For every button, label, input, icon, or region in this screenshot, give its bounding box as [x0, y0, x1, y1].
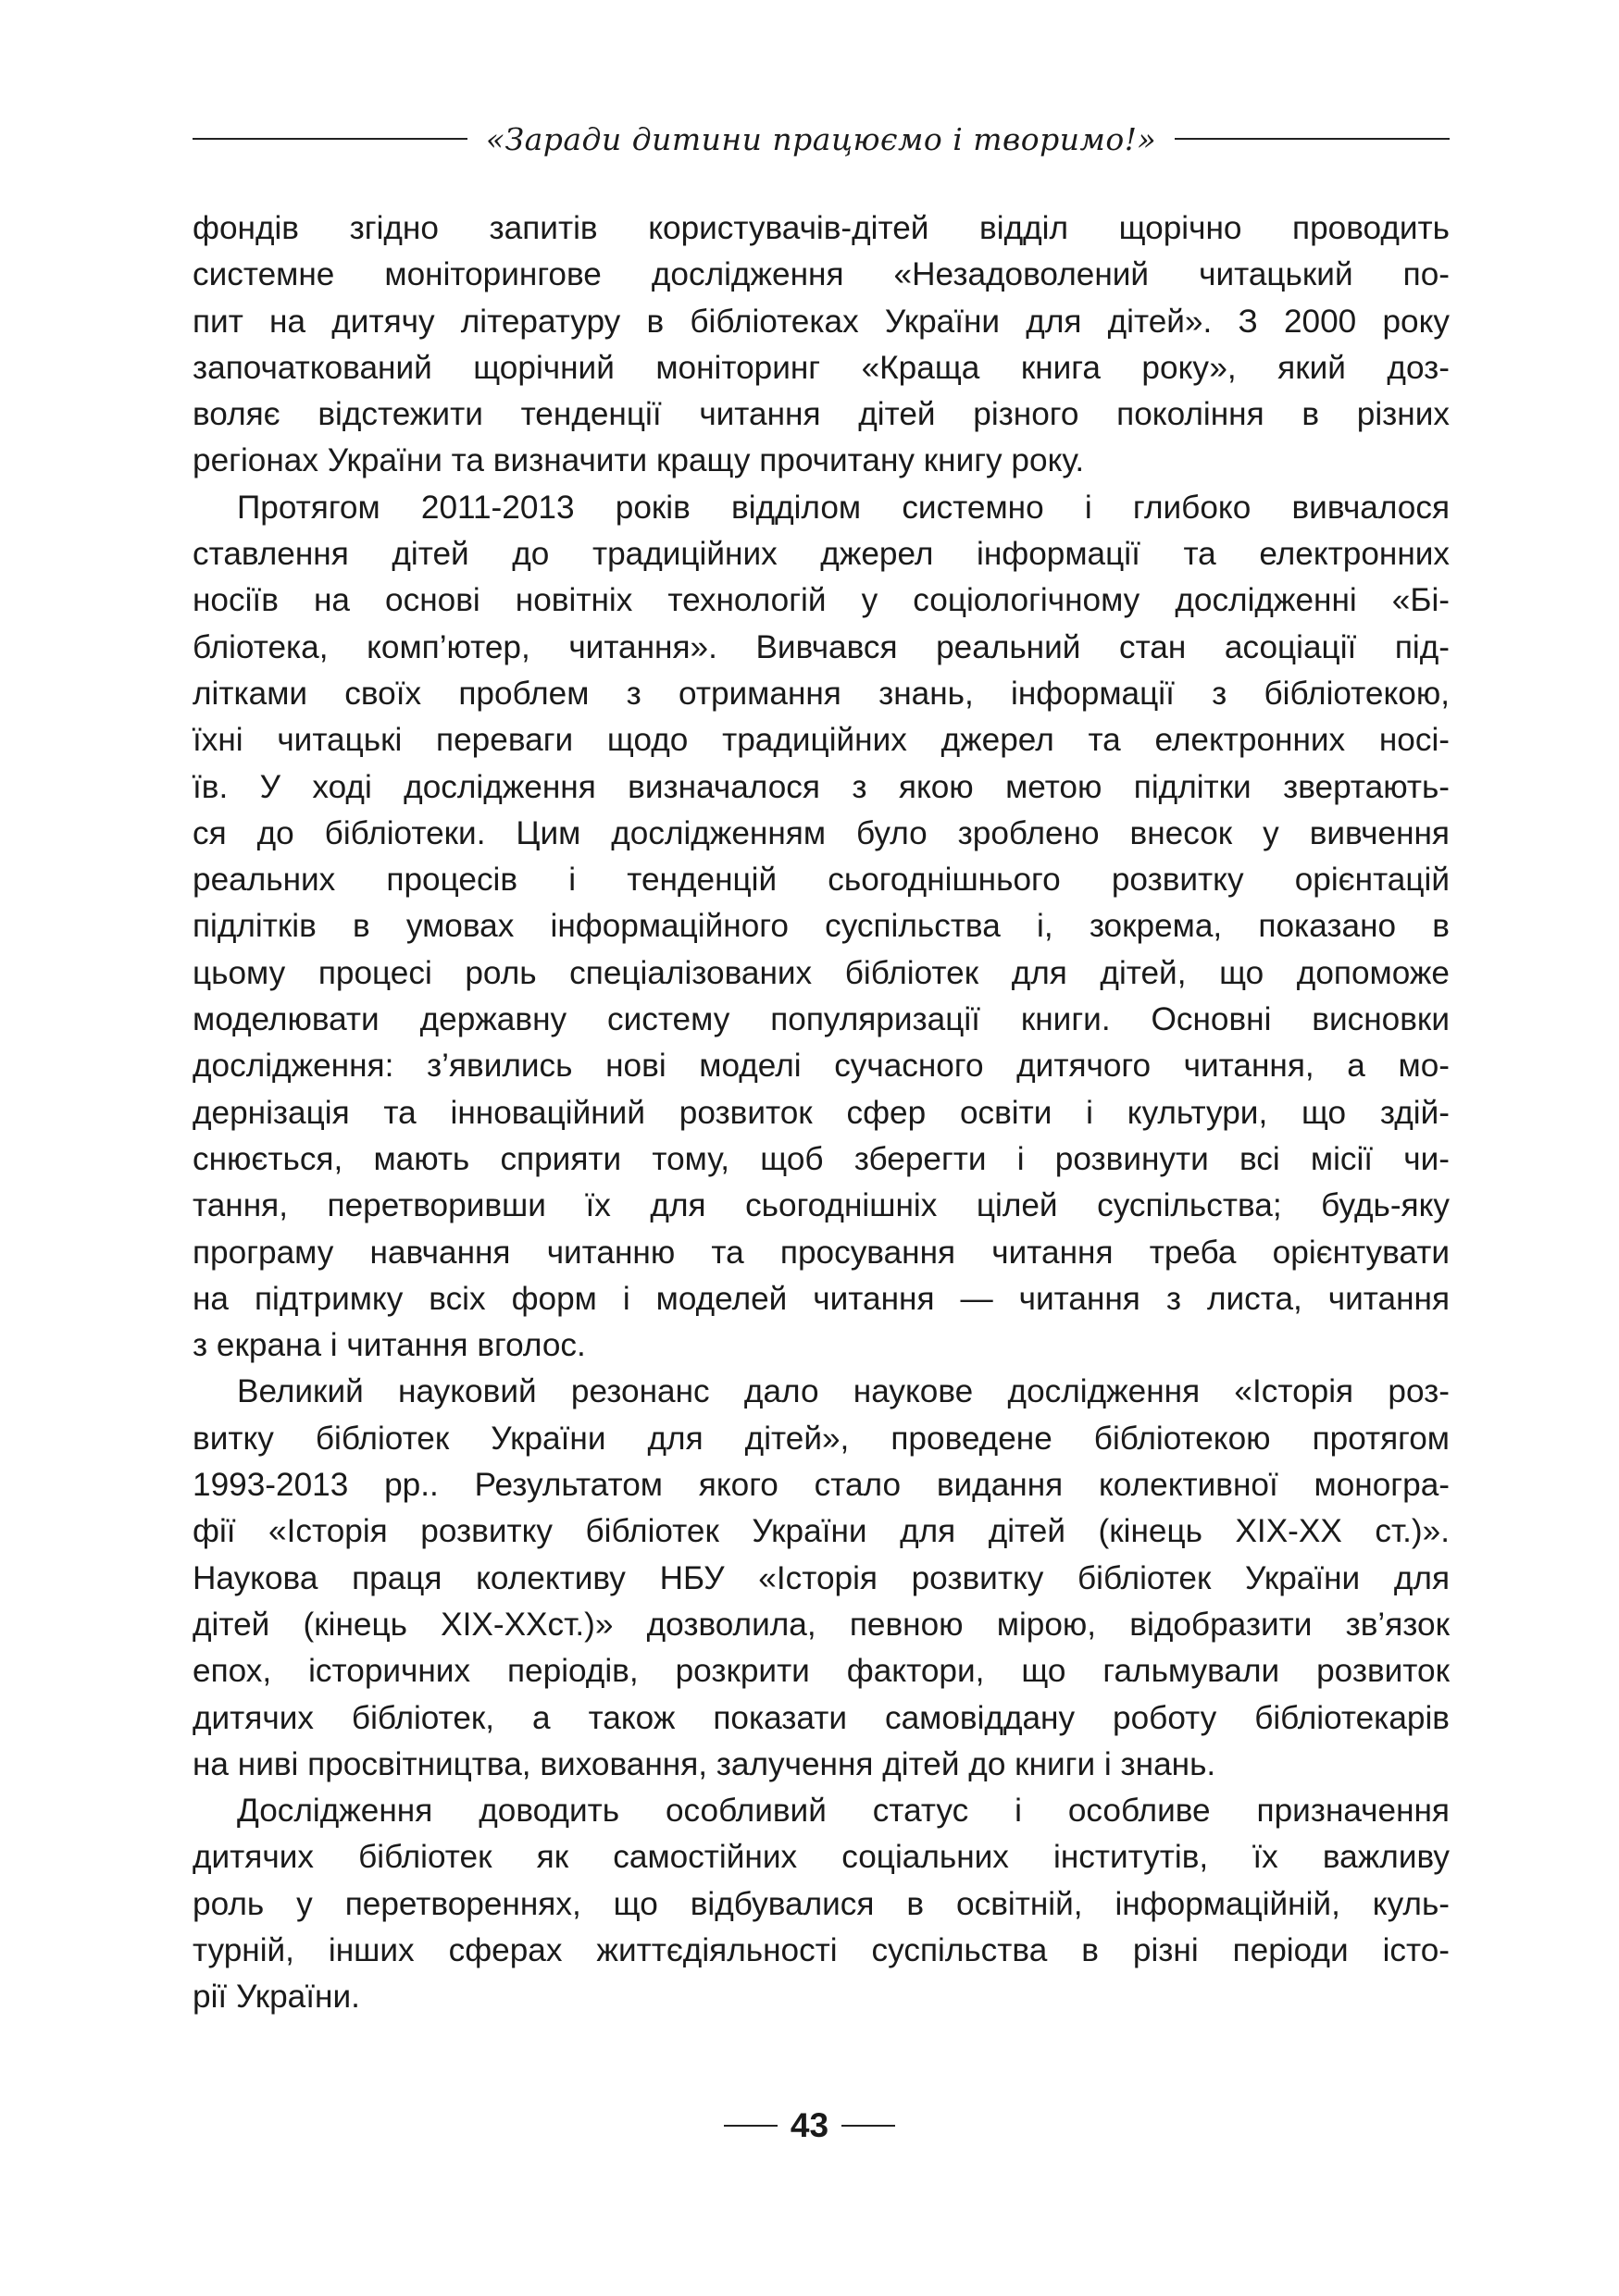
- text-line: турній, інших сферах життєдіяльності суспільства в різні періоди істо-: [193, 1931, 1450, 1968]
- footer-rule-left: [724, 2125, 778, 2127]
- text-line: воляє відстежити тенденції читання дітей різного покоління в різних: [193, 396, 1450, 433]
- text-line: Протягом 2011-2013 років відділом системно і глибоко вивчалося: [237, 489, 1450, 526]
- text-line: епох, історичних періодів, розкрити фактори, що гальмували розвиток: [193, 1653, 1450, 1690]
- text-line: дитячих бібліотек як самостійних соціальних інститутів, їх важливу: [193, 1839, 1450, 1876]
- text-line: їхні читацькі переваги щодо традиційних джерел та електронних носі-: [193, 722, 1450, 759]
- text-line: носіїв на основі новітніх технологій у соціологічному дослідженні «Бі-: [193, 582, 1450, 619]
- text-line: 1993-2013 рр.. Результатом якого стало видання колективної моногра-: [193, 1467, 1450, 1504]
- text-line: на підтримку всіх форм і моделей читання — читання з листа, читання: [193, 1280, 1450, 1317]
- text-line: Дослідження доводить особливий статус і особливе призначення: [237, 1793, 1450, 1830]
- text-line: рії України.: [193, 1979, 360, 2016]
- text-line: бліотека, комп’ютер, читання». Вивчався реальний стан асоціації під-: [193, 628, 1450, 665]
- text-line: підлітків в умовах інформаційного суспільства і, зокрема, показано в: [193, 908, 1450, 945]
- text-line: цьому процесі роль спеціалізованих бібліотек для дітей, що допоможе: [193, 954, 1450, 991]
- text-line: регіонах України та визначити кращу прочитану книгу року.: [193, 442, 1085, 479]
- text-line: їв. У ході дослідження визначалося з якою метою підлітки звертають-: [193, 768, 1450, 805]
- text-line: започаткований щорічний моніторинг «Краща книга року», який доз-: [193, 349, 1450, 386]
- text-line: дослідження: з’явились нові моделі сучасного дитячого читання, а мо-: [193, 1048, 1450, 1085]
- text-line: Наукова праця колективу НБУ «Історія розвитку бібліотек України для: [193, 1559, 1450, 1596]
- text-line: пит на дитячу літературу в бібліотеках України для дітей». З 2000 року: [193, 303, 1450, 340]
- page-footer: [0, 2103, 1619, 2149]
- header-rule-right: [1175, 138, 1450, 140]
- text-line: дітей (кінець ХІХ-ХХст.)» дозволила, певною мірою, відобразити зв’язок: [193, 1606, 1450, 1643]
- text-line: фондів згідно запитів користувачів-дітей відділ щорічно проводить: [193, 210, 1450, 246]
- paragraph: [193, 1369, 1450, 1788]
- text-line: фії «Історія розвитку бібліотек України для дітей (кінець ХІХ-ХХ ст.)».: [193, 1513, 1450, 1550]
- paragraph: [193, 1788, 1450, 2020]
- text-line: літками своїх проблем з отримання знань, інформації з бібліотекою,: [193, 675, 1450, 712]
- paragraph: [193, 485, 1450, 1370]
- running-header: [193, 113, 1450, 165]
- text-line: тання, перетворивши їх для сьогоднішніх цілей суспільства; будь-яку: [193, 1187, 1450, 1224]
- header-rule-left: [193, 138, 467, 140]
- text-line: з екрана і читання вголос.: [193, 1327, 586, 1364]
- text-line: на ниві просвітництва, виховання, залучення дітей до книги і знань.: [193, 1745, 1216, 1782]
- body-text: [193, 205, 1450, 2021]
- page-number: 43: [790, 2106, 829, 2144]
- text-line: роль у перетвореннях, що відбувалися в освітній, інформаційній, куль-: [193, 1885, 1450, 1922]
- text-line: моделювати державну систему популяризації книги. Основні висновки: [193, 1001, 1450, 1038]
- text-line: дернізація та інноваційний розвиток сфер освіти і культури, що здій-: [193, 1094, 1450, 1131]
- running-title: «Заради дитини працюємо і творимо!»: [485, 120, 1157, 157]
- text-line: витку бібліотек України для дітей», проведене бібліотекою протягом: [193, 1420, 1450, 1457]
- text-line: снюється, мають сприяти тому, щоб зберегти і розвинути всі місії чи-: [193, 1140, 1450, 1177]
- text-line: Великий науковий резонанс дало наукове дослідження «Історія роз-: [237, 1373, 1450, 1410]
- text-line: ся до бібліотеки. Цим дослідженням було зроблено внесок у вивчення: [193, 814, 1450, 851]
- footer-rule-right: [841, 2125, 895, 2127]
- text-line: дитячих бібліотек, а також показати самовіддану роботу бібліотекарів: [193, 1699, 1450, 1736]
- text-line: програму навчання читанню та просування читання треба орієнтувати: [193, 1234, 1450, 1271]
- text-line: системне моніторингове дослідження «Незадоволений читацький по-: [193, 256, 1450, 293]
- text-line: ставлення дітей до традиційних джерел інформації та електронних: [193, 536, 1450, 573]
- text-line: реальних процесів і тенденцій сьогоднішнього розвитку орієнтацій: [193, 862, 1450, 899]
- paragraph: [193, 205, 1450, 485]
